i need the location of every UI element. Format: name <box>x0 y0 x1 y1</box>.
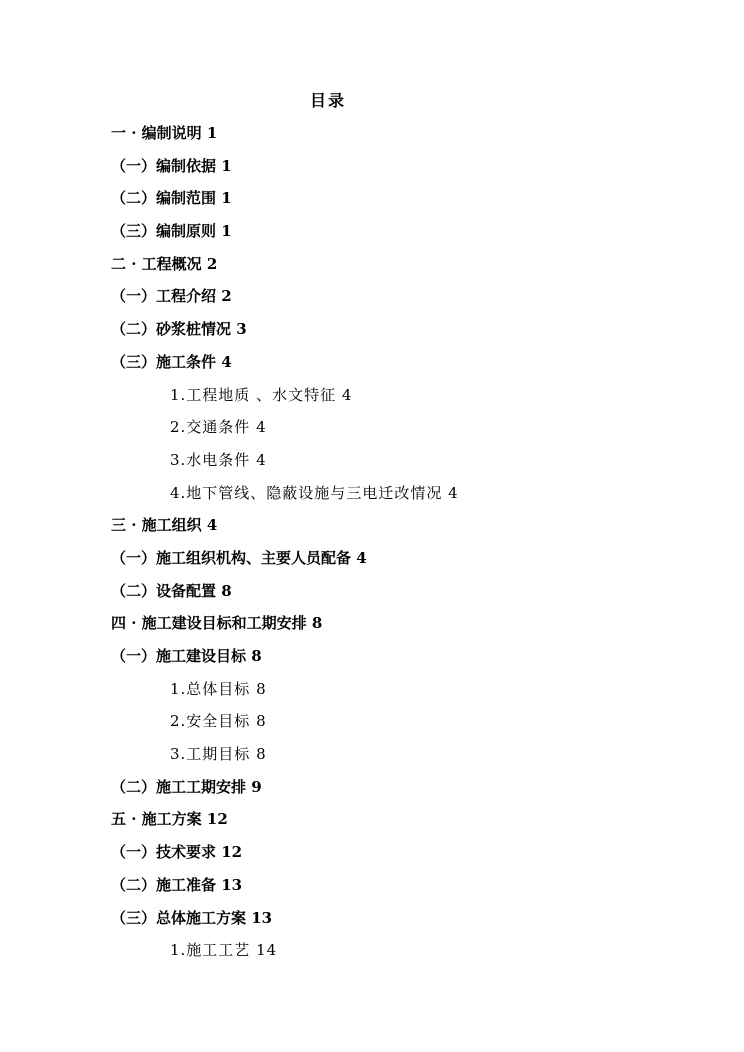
toc-section: 五 · 施工方案 12 <box>111 810 228 829</box>
table-of-contents <box>0 122 744 972</box>
toc-subsection: （一）技术要求 12 <box>111 843 243 862</box>
toc-subsection: （二）砂浆桩情况 3 <box>111 320 247 339</box>
toc-subsection: （二）设备配置 8 <box>111 581 232 600</box>
toc-subsection: （一）编制依据 1 <box>111 156 232 175</box>
toc-item: 3.水电条件 4 <box>170 450 267 469</box>
toc-item: 2.安全目标 8 <box>170 712 267 731</box>
toc-subsection: （二）施工准备 13 <box>111 875 243 894</box>
toc-subsection: （二）施工工期安排 9 <box>111 777 262 796</box>
toc-item: 1.工程地质 、水文特征 4 <box>170 385 353 404</box>
toc-title: 目录 <box>309 91 346 110</box>
toc-subsection: （一）工程介绍 2 <box>111 287 232 306</box>
toc-subsection: （一）施工建设目标 8 <box>111 647 262 665</box>
toc-section: 二 · 工程概况 2 <box>111 254 218 273</box>
toc-section: 三 · 施工组织 4 <box>111 516 218 535</box>
toc-subsection: （一）施工组织机构、主要人员配备 4 <box>111 548 367 567</box>
toc-subsection: （三）施工条件 4 <box>111 352 232 371</box>
toc-item: 1.施工工艺 14 <box>170 941 278 960</box>
toc-item: 3.工期目标 8 <box>170 745 267 764</box>
toc-item: 1.总体目标 8 <box>170 679 267 698</box>
toc-item: 2.交通条件 4 <box>170 418 267 437</box>
toc-subsection: （二）编制范围 1 <box>111 189 232 208</box>
toc-subsection: （三）总体施工方案 13 <box>111 908 273 927</box>
toc-section: 一 · 编制说明 1 <box>111 124 218 142</box>
toc-subsection: （三）编制原则 1 <box>111 222 232 241</box>
toc-section: 四 · 施工建设目标和工期安排 8 <box>111 614 323 633</box>
toc-item: 4.地下管线、隐蔽设施与三电迁改情况 4 <box>170 483 459 502</box>
